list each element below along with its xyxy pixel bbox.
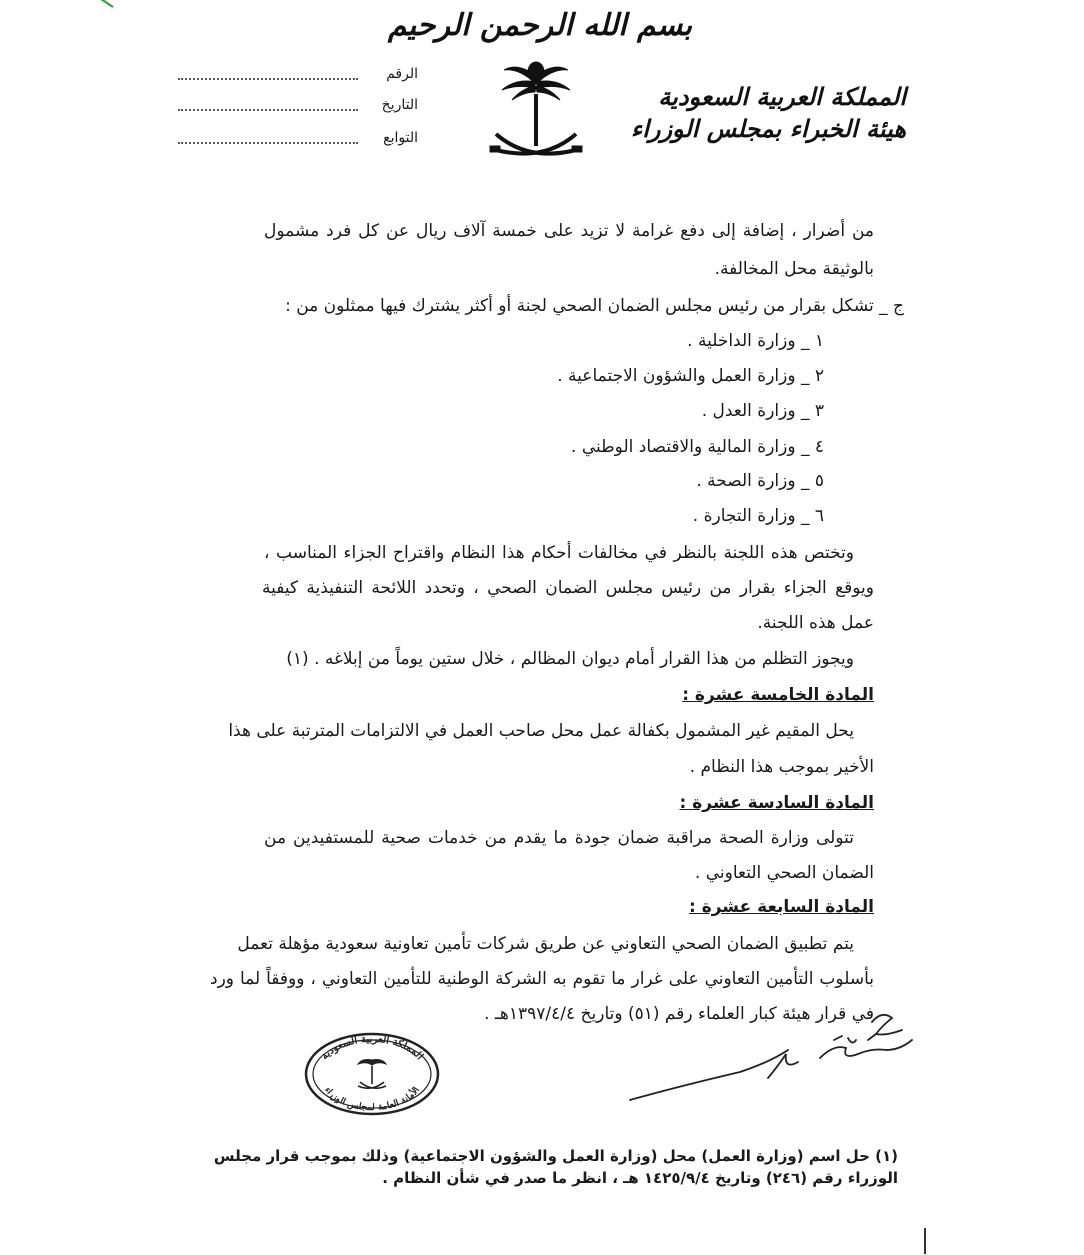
official-seal [302,1030,442,1118]
article-15-line-2: الأخير بموجب هذا النظام . [689,757,874,777]
list-item-2: ٢ _ وزارة العمل والشؤون الاجتماعية . [557,366,824,386]
number-label: الرقم [386,66,418,82]
letterhead-authority: هيئة الخبراء بمجلس الوزراء [630,114,906,143]
article-17-line-2: بأسلوب التأمين التعاوني على غرار ما تقوم به الشركة الوطنية للتأمين التعاوني ، ووفقاً لما ورد [210,969,874,989]
attachments-field [178,130,418,154]
list-item-5: ٥ _ وزارة الصحة . [696,471,824,491]
attachments-label: التوابع [383,130,418,146]
list-item-3: ٣ _ وزارة العدل . [701,401,824,421]
handwritten-signature [620,1000,920,1120]
corner-mark-icon [100,0,114,8]
list-item-6: ٦ _ وزارة التجارة . [692,506,824,526]
list-item-1: ١ _ وزارة الداخلية . [687,331,824,351]
date-label: التاريخ [381,97,418,113]
article-17-line-1: يتم تطبيق الضمان الصحي التعاوني عن طريق شركات تأمين تعاونية سعودية مؤهلة تعمل [237,934,854,954]
article-16-line-1: تتولى وزارة الصحة مراقبة ضمان جودة ما يقدم من خدمات صحية للمستفيدين من [264,828,854,848]
article-15-line-1: يحل المقيم غير المشمول بكفالة عمل محل صاحب العمل في الالتزامات المترتبة على هذا [228,721,854,741]
body-line-appeal: ويجوز التظلم من هذا القرار أمام ديوان المظالم ، خلال ستين يوماً من إبلاغه . (١) [286,649,854,669]
page-edge-mark [922,1228,928,1254]
article-16-line-2: الضمان الصحي التعاوني . [694,863,874,883]
palm-swords-emblem-icon [488,54,584,172]
body-line-committee-3: عمل هذه اللجنة. [757,613,874,633]
date-dotted-line [178,109,358,111]
body-line-committee-2: ويوقع الجزاء بقرار من رئيس مجلس الضمان الصحي ، وتحدد اللائحة التنفيذية كيفية [262,578,874,598]
article-15-heading: المادة الخامسة عشرة : [682,685,874,705]
body-line-1: من أضرار ، إضافة إلى دفع غرامة لا تزيد على خمسة آلاف ريال عن كل فرد مشمول [264,221,874,241]
date-field [178,97,418,121]
article-17-heading: المادة السابعة عشرة : [688,897,874,917]
attachments-dotted-line [178,142,358,144]
footnote-line-2: الوزراء رقم (٢٤٦) وتاريخ ١٤٢٥/٩/٤ هـ ، انظر ما صدر في شأن النظام . [382,1169,898,1187]
seal-inner-text: الأمانة العامة لمجلس الوزراء [321,1085,423,1114]
article-17-line-3: في قرار هيئة كبار العلماء رقم (٥١) وتاريخ ١٣٩٧/٤/٤هـ . [484,1004,874,1024]
list-item-4: ٤ _ وزارة المالية والاقتصاد الوطني . [571,437,824,457]
number-dotted-line [178,78,358,80]
letterhead-country: المملكة العربية السعودية [658,82,906,111]
number-field [178,66,418,90]
clause-c: ج _ تشكل بقرار من رئيس مجلس الضمان الصحي لجنة أو أكثر يشترك فيها ممثلون من : [285,296,904,316]
basmala-heading: بسم الله الرحمن الرحيم [387,8,693,43]
footnote-line-1: (١) حل اسم (وزارة العمل) محل (وزارة العمل والشؤون الاجتماعية) وذلك بموجب قرار مجلس [213,1147,898,1165]
seal-emblem-icon [358,1060,386,1089]
body-line-committee-1: وتختص هذه اللجنة بالنظر في مخالفات أحكام هذا النظام واقتراح الجزاء المناسب ، [264,543,854,563]
body-line-2: بالوثيقة محل المخالفة. [714,259,874,279]
seal-outer-text: المملكة العربية السعودية [319,1033,425,1063]
article-16-heading: المادة السادسة عشرة : [679,793,874,813]
